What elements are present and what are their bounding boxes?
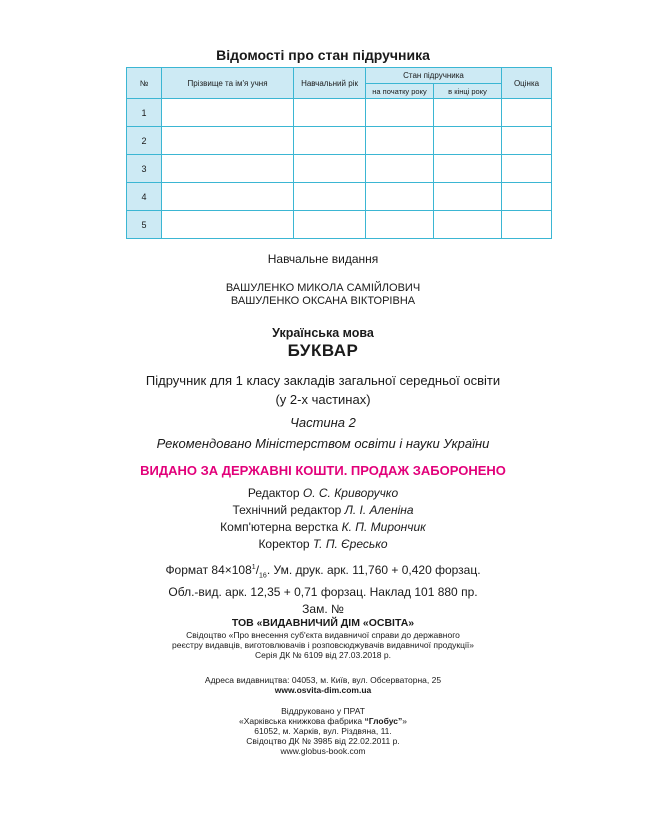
header-student-name: Прізвище та ім'я учня — [162, 68, 294, 99]
publisher-website: www.osvita-dim.com.ua — [274, 685, 372, 695]
row-number: 4 — [127, 183, 162, 211]
staff-role: Технічний редактор — [232, 503, 342, 517]
authors — [0, 282, 646, 308]
description-line: (у 2-х частинах) — [275, 392, 371, 407]
publisher-certificate: Свідоцтво «Про внесення суб'єкта видавничої справи до державного реєстру видавців, виготовлювачів і розповсюджувачів видавничої продукції» Серія ДК № 6109 від 27.03.2018 р. — [172, 630, 474, 660]
order-number: Зам. № — [302, 602, 344, 617]
header-num: № — [127, 68, 162, 99]
print-format — [0, 559, 646, 618]
part-label: Частина 2 — [290, 415, 356, 430]
row-number: 3 — [127, 155, 162, 183]
table-row — [127, 155, 552, 183]
staff-line — [0, 502, 646, 519]
publisher-name: ТОВ «ВИДАВНИЧИЙ ДІМ «ОСВІТА» — [231, 617, 415, 629]
row-number: 1 — [127, 99, 162, 127]
header-grade: Оцінка — [502, 68, 552, 99]
table-row — [127, 211, 552, 239]
textbook-condition-table — [126, 67, 552, 239]
format-line: Формат $84\times 108^1/_{16}$. Ум. друк. арк. 11,760 + 0,420 форзац. — [165, 563, 481, 580]
table-row — [127, 127, 552, 155]
staff-line — [0, 485, 646, 502]
table-row — [127, 183, 552, 211]
state-funded-notice: ВИДАНО ЗА ДЕРЖАВНІ КОШТИ. ПРОДАЖ ЗАБОРОНЕНО — [140, 463, 506, 478]
recommendation: Рекомендовано Міністерством освіти і науки України — [156, 436, 490, 451]
printer-info: Віддруковано у ПРАТ «Харківська книжкова фабрика “Глобус”» 61052, м. Харків, вул. Різдвяна, 11. Свідоцтво ДК № 3985 від 22.02.2011 р. www.globus-book.com — [238, 706, 407, 756]
edition-type: Навчальне видання — [267, 252, 379, 266]
header-book-condition: Стан підручника — [366, 68, 502, 84]
staff-name: К. П. Мирончик — [341, 520, 426, 534]
table-title: Відомості про стан підручника — [216, 47, 430, 63]
row-number: 5 — [127, 211, 162, 239]
staff-name: Л. І. Аленіна — [344, 503, 414, 517]
description-line: Підручник для 1 класу закладів загальної середньої освіти — [145, 373, 501, 388]
staff-name: Т. П. Єресько — [312, 537, 388, 551]
subject: Українська мова — [272, 326, 374, 340]
header-start-of-year: на початку року — [366, 84, 434, 99]
author-name: ВАШУЛЕНКО МИКОЛА САМІЙЛОВИЧ — [225, 282, 421, 294]
author-name: ВАШУЛЕНКО ОКСАНА ВІКТОРІВНА — [230, 295, 416, 307]
staff-role: Коректор — [258, 537, 310, 551]
staff-role: Редактор — [247, 486, 300, 500]
staff-name: О. С. Криворучко — [302, 486, 399, 500]
header-end-of-year: в кінці року — [434, 84, 502, 99]
staff-list — [0, 485, 646, 553]
staff-line — [0, 519, 646, 536]
staff-role: Комп'ютерна верстка — [220, 520, 339, 534]
row-number: 2 — [127, 127, 162, 155]
table-row — [127, 99, 552, 127]
book-title: БУКВАР — [287, 341, 359, 360]
staff-line — [0, 536, 646, 553]
format-line: Обл.-вид. арк. 12,35 + 0,71 форзац. Наклад 101 880 пр. — [168, 585, 478, 600]
publisher-address: Адреса видавництва: 04053, м. Київ, вул. Обсерваторна, 25 — [204, 675, 442, 685]
header-school-year: Навчальний рік — [294, 68, 366, 99]
